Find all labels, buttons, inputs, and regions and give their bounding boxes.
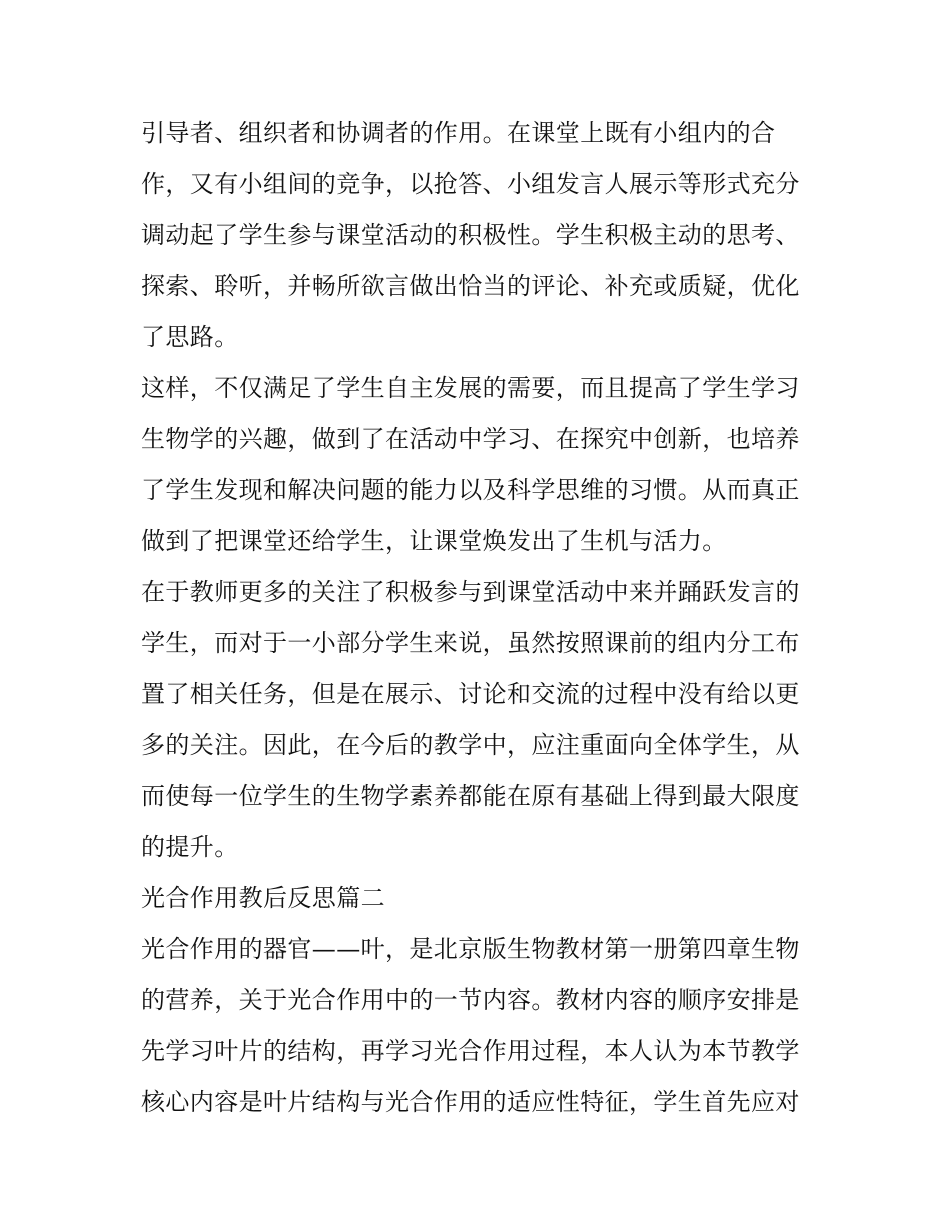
text-line: 的营养，关于光合作用中的一节内容。教材内容的顺序安排是 (141, 986, 800, 1014)
text-line: 调动起了学生参与课堂活动的积极性。学生积极主动的思考、 (141, 221, 800, 249)
text-line: 探索、聆听，并畅所欲言做出恰当的评论、补充或质疑，优化 (141, 272, 800, 300)
text-line: 引导者、组织者和协调者的作用。在课堂上既有小组内的合 (141, 119, 776, 147)
text-line: 学生，而对于一小部分学生来说，虽然按照课前的组内分工布 (141, 629, 800, 657)
text-line: 置了相关任务，但是在展示、讨论和交流的过程中没有给以更 (141, 680, 800, 708)
text-line: 光合作用的器官——叶，是北京版生物教材第一册第四章生物 (141, 935, 800, 963)
text-line: 做到了把课堂还给学生，让课堂焕发出了生机与活力。 (141, 527, 727, 555)
heading-text: 光合作用教后反思篇二 (141, 884, 385, 912)
text-line: 这样，不仅满足了学生自主发展的需要，而且提高了学生学习 (141, 374, 800, 402)
text-line: 核心内容是叶片结构与光合作用的适应性特征，学生首先应对 (141, 1088, 800, 1116)
paragraph (141, 108, 813, 363)
text-line: 生物学的兴趣，做到了在活动中学习、在探究中创新，也培养 (141, 425, 800, 453)
text-line: 多的关注。因此，在今后的教学中，应注重面向全体学生，从 (141, 731, 800, 759)
paragraph (141, 924, 813, 1128)
section-heading (141, 873, 813, 924)
text-line: 在于教师更多的关注了积极参与到课堂活动中来并踊跃发言的 (141, 578, 800, 606)
text-line: 而使每一位学生的生物学素养都能在原有基础上得到最大限度 (141, 782, 800, 810)
text-line: 了学生发现和解决问题的能力以及科学思维的习惯。从而真正 (141, 476, 800, 504)
text-line: 的提升。 (141, 833, 239, 861)
paragraph (141, 363, 813, 567)
paragraph (141, 567, 813, 873)
body-text (141, 108, 813, 1128)
text-line: 作，又有小组间的竞争，以抢答、小组发言人展示等形式充分 (141, 170, 800, 198)
text-line: 了思路。 (141, 323, 239, 351)
text-line: 先学习叶片的结构，再学习光合作用过程，本人认为本节教学 (141, 1037, 800, 1065)
